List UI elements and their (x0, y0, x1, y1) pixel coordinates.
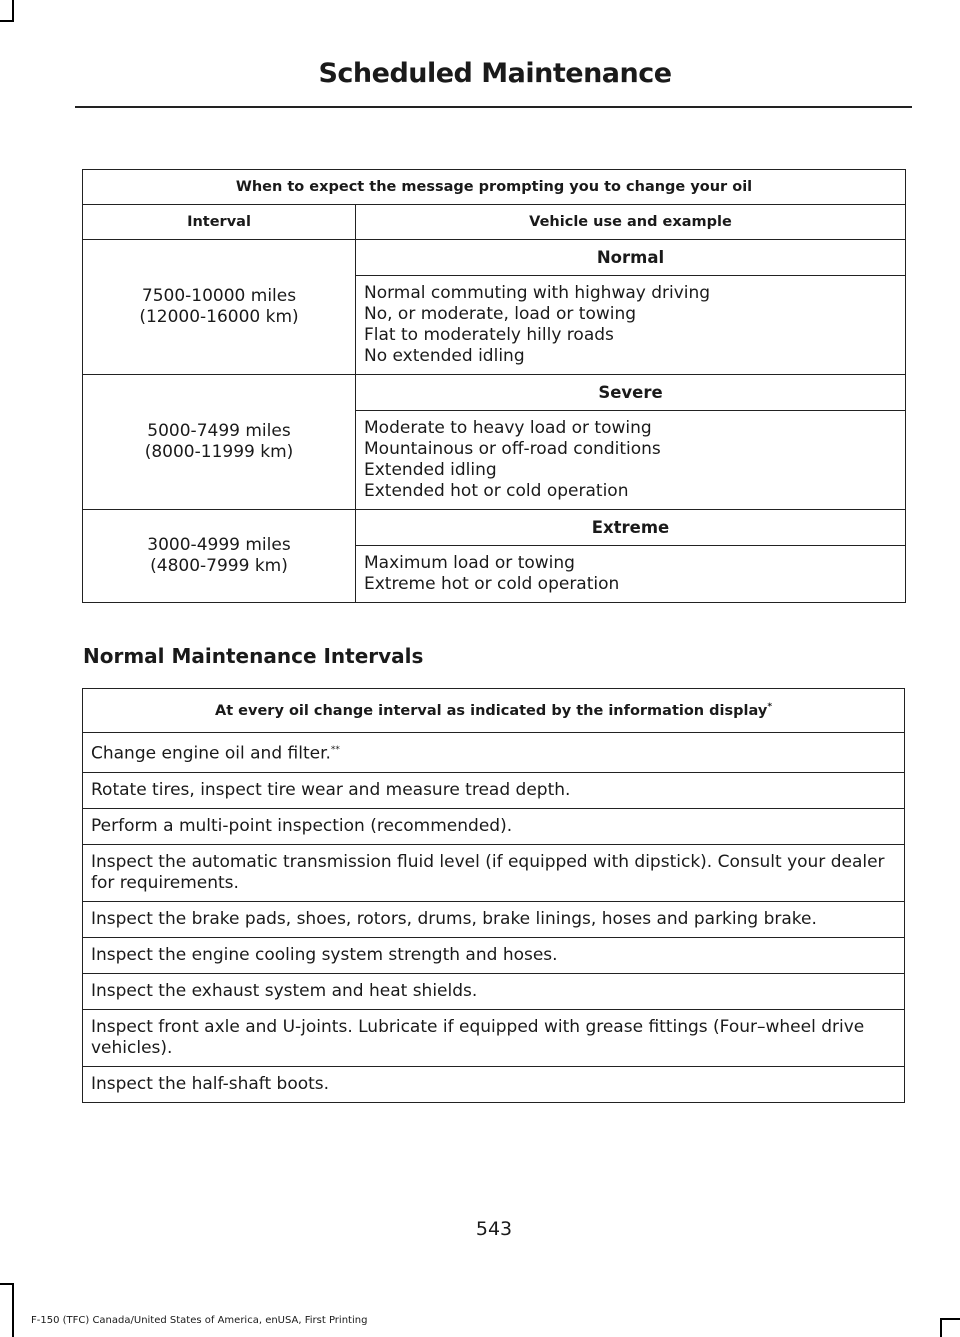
maint-item: Inspect front axle and U-joints. Lubricate if equipped with grease fittings (Four–wheel drive vehicles). (83, 1009, 905, 1066)
crop-mark-bottom-left-v (12, 1283, 14, 1337)
category-severe: Severe (356, 375, 906, 411)
header-divider (75, 106, 912, 108)
edition-footer: F-150 (TFC) Canada/United States of America, enUSA, First Printing (31, 1315, 368, 1326)
interval-extreme (83, 510, 356, 603)
interval-km: (12000-16000 km) (139, 307, 299, 327)
col-header-vehicle-use: Vehicle use and example (356, 205, 906, 240)
maint-item: Inspect the automatic transmission fluid level (if equipped with dipstick). Consult your dealer for requirements. (83, 844, 905, 901)
interval-km: (4800-7999 km) (150, 556, 288, 576)
col-header-interval: Interval (83, 205, 356, 240)
crop-mark-bottom-right-h (940, 1318, 960, 1320)
example-item: Extended idling (364, 460, 497, 480)
example-item: Flat to moderately hilly roads (364, 325, 614, 345)
maintenance-table (82, 688, 905, 1103)
interval-miles: 7500-10000 miles (141, 286, 297, 306)
maint-item: Inspect the exhaust system and heat shields. (83, 973, 905, 1009)
examples-severe (356, 411, 906, 510)
maint-table-header (83, 689, 905, 733)
maint-item: Inspect the brake pads, shoes, rotors, drums, brake linings, hoses and parking brake. (83, 901, 905, 937)
footnote-mark: ** (330, 745, 340, 755)
examples-normal (356, 276, 906, 375)
interval-severe (83, 375, 356, 510)
interval-km: (8000-11999 km) (144, 442, 294, 462)
category-extreme: Extreme (356, 510, 906, 546)
oil-change-table (82, 169, 906, 603)
oil-table-caption: When to expect the message prompting you to change your oil (83, 170, 906, 205)
example-item: Maximum load or towing (364, 553, 575, 573)
crop-mark-bottom-right-v (940, 1318, 942, 1337)
example-item: Extreme hot or cold operation (364, 574, 620, 594)
page-number: 543 (475, 1218, 513, 1240)
category-normal: Normal (356, 240, 906, 276)
maint-header-text: At every oil change interval as indicated by the information display (214, 702, 768, 719)
example-item: No, or moderate, load or towing (364, 304, 637, 324)
examples-extreme (356, 546, 906, 603)
example-item: Mountainous or off-road conditions (364, 439, 661, 459)
maint-item: Perform a multi-point inspection (recommended). (83, 808, 905, 844)
example-item: Extended hot or cold operation (364, 481, 629, 501)
maint-item: Inspect the engine cooling system strength and hoses. (83, 937, 905, 973)
footnote-mark: * (767, 702, 773, 713)
maint-item-text: Change engine oil and filter. (91, 743, 331, 764)
example-item: Moderate to heavy load or towing (364, 418, 652, 438)
crop-mark-top-left-v (12, 0, 14, 22)
maint-item (83, 733, 905, 773)
crop-mark-bottom-left-h (0, 1283, 14, 1285)
interval-miles: 5000-7499 miles (147, 421, 291, 441)
section-title: Normal Maintenance Intervals (83, 644, 424, 668)
example-item: No extended idling (364, 346, 525, 366)
page-title: Scheduled Maintenance (318, 58, 672, 89)
maint-item: Inspect the half-shaft boots. (83, 1066, 905, 1102)
interval-miles: 3000-4999 miles (147, 535, 291, 555)
maint-item: Rotate tires, inspect tire wear and measure tread depth. (83, 772, 905, 808)
interval-normal (83, 240, 356, 375)
example-item: Normal commuting with highway driving (364, 283, 711, 303)
crop-mark-top-left-h (0, 20, 14, 22)
